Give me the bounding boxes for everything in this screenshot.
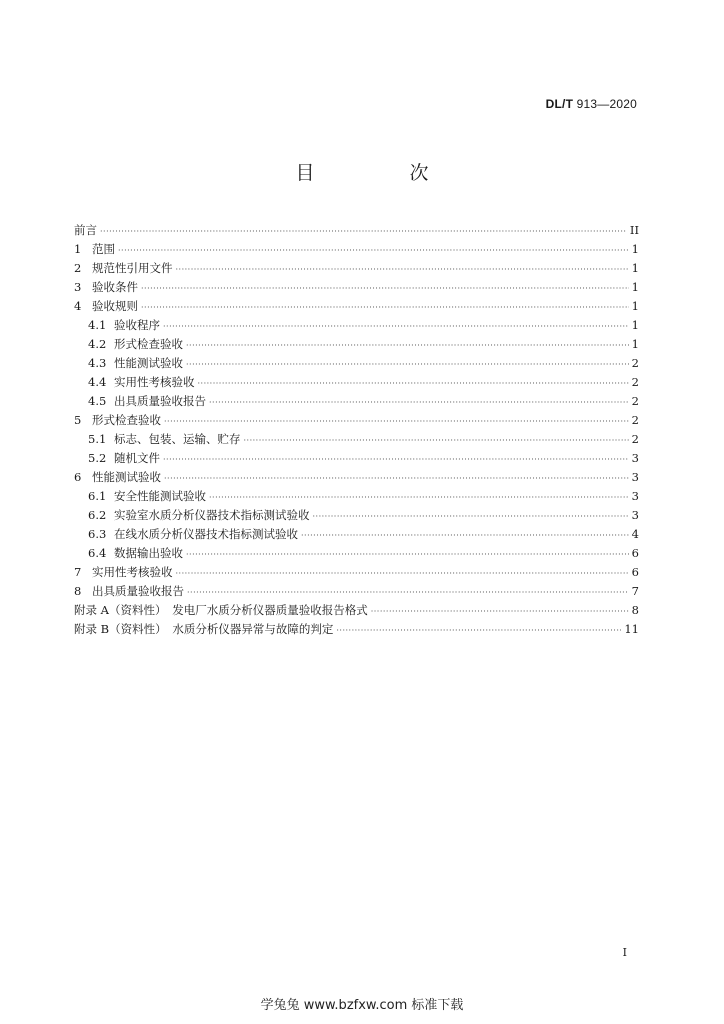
toc-dot-leader bbox=[301, 526, 629, 545]
table-of-contents bbox=[74, 221, 639, 639]
toc-dot-leader bbox=[186, 355, 629, 374]
toc-entry[interactable] bbox=[74, 620, 639, 639]
toc-dot-leader bbox=[163, 450, 629, 469]
toc-entry-number: 3 bbox=[74, 280, 82, 294]
toc-entry[interactable] bbox=[74, 487, 639, 506]
toc-entry-page: 1 bbox=[631, 337, 639, 351]
toc-entry[interactable] bbox=[74, 468, 639, 487]
toc-entry-page: 3 bbox=[631, 470, 639, 484]
toc-dot-leader bbox=[141, 298, 629, 317]
toc-entry-page: 3 bbox=[631, 451, 639, 465]
toc-entry-number: 4.4 bbox=[88, 375, 107, 389]
toc-entry[interactable] bbox=[74, 525, 639, 544]
toc-entry-label: 验收规则 bbox=[92, 299, 138, 313]
toc-entry-label: 前言 bbox=[74, 223, 97, 237]
toc-entry-label: 附录 A（资料性） 发电厂水质分析仪器质量验收报告格式 bbox=[74, 603, 368, 617]
toc-entry[interactable] bbox=[74, 601, 639, 620]
toc-entry-number: 5.1 bbox=[88, 432, 107, 446]
toc-entry-label: 范围 bbox=[92, 242, 115, 256]
toc-entry-label: 随机文件 bbox=[114, 451, 160, 465]
toc-entry-label: 出具质量验收报告 bbox=[92, 584, 184, 598]
standard-prefix: DL/T bbox=[545, 97, 574, 111]
toc-entry[interactable] bbox=[74, 506, 639, 525]
toc-dot-leader bbox=[176, 260, 629, 279]
toc-entry-page: 1 bbox=[631, 242, 639, 256]
toc-dot-leader bbox=[209, 488, 629, 507]
toc-entry-number: 6.3 bbox=[88, 527, 107, 541]
toc-entry-label: 实用性考核验收 bbox=[92, 565, 173, 579]
toc-dot-leader bbox=[336, 621, 621, 640]
toc-entry-page: 4 bbox=[631, 527, 639, 541]
toc-entry[interactable] bbox=[74, 582, 639, 601]
toc-entry-label: 性能测试验收 bbox=[92, 470, 161, 484]
page-title: 目 次 bbox=[295, 162, 467, 184]
toc-entry[interactable] bbox=[74, 392, 639, 411]
toc-entry-page: 7 bbox=[631, 584, 639, 598]
toc-entry-page: 3 bbox=[631, 508, 639, 522]
toc-entry-label: 性能测试验收 bbox=[114, 356, 183, 370]
toc-entry-page: 11 bbox=[624, 622, 639, 636]
footer-watermark: 学兔兔 www.bzfxw.com 标准下载 bbox=[260, 998, 464, 1013]
toc-entry-page: 1 bbox=[631, 261, 639, 275]
toc-entry-number: 5 bbox=[74, 413, 82, 427]
toc-entry-number: 6.2 bbox=[88, 508, 107, 522]
toc-entry-label: 标志、包装、运输、贮存 bbox=[114, 432, 241, 446]
toc-entry-label: 出具质量验收报告 bbox=[114, 394, 206, 408]
toc-dot-leader bbox=[313, 507, 629, 526]
toc-entry-page: 6 bbox=[631, 565, 639, 579]
toc-entry-label: 在线水质分析仪器技术指标测试验收 bbox=[114, 527, 298, 541]
toc-entry-label: 安全性能测试验收 bbox=[114, 489, 206, 503]
toc-entry-number: 4.1 bbox=[88, 318, 107, 332]
toc-entry-label: 实验室水质分析仪器技术指标测试验收 bbox=[114, 508, 310, 522]
toc-dot-leader bbox=[187, 583, 629, 602]
toc-dot-leader bbox=[244, 431, 629, 450]
toc-entry[interactable] bbox=[74, 316, 639, 335]
toc-entry-number: 5.2 bbox=[88, 451, 107, 465]
toc-dot-leader bbox=[118, 241, 629, 260]
toc-entry-label: 数据输出验收 bbox=[114, 546, 183, 560]
toc-entry-number: 6.1 bbox=[88, 489, 107, 503]
toc-entry-page: 6 bbox=[631, 546, 639, 560]
toc-entry-page: 2 bbox=[631, 432, 639, 446]
toc-entry[interactable] bbox=[74, 563, 639, 582]
toc-entry-page: 1 bbox=[631, 280, 639, 294]
toc-entry-label: 形式检查验收 bbox=[114, 337, 183, 351]
toc-entry-number: 1 bbox=[74, 242, 82, 256]
toc-dot-leader bbox=[371, 602, 629, 621]
toc-dot-leader bbox=[176, 564, 629, 583]
toc-entry[interactable] bbox=[74, 449, 639, 468]
toc-entry-page: 2 bbox=[631, 375, 639, 389]
toc-entry-number: 4.3 bbox=[88, 356, 107, 370]
toc-entry-number: 2 bbox=[74, 261, 82, 275]
toc-entry[interactable] bbox=[74, 335, 639, 354]
toc-dot-leader bbox=[164, 469, 629, 488]
toc-entry[interactable] bbox=[74, 297, 639, 316]
toc-entry[interactable] bbox=[74, 354, 639, 373]
toc-entry[interactable] bbox=[74, 240, 639, 259]
toc-entry-label: 实用性考核验收 bbox=[114, 375, 195, 389]
toc-dot-leader bbox=[186, 545, 629, 564]
toc-entry-page: 8 bbox=[631, 603, 639, 617]
toc-entry[interactable] bbox=[74, 259, 639, 278]
toc-entry-number: 4.2 bbox=[88, 337, 107, 351]
toc-entry-page: 2 bbox=[631, 356, 639, 370]
toc-entry-number: 7 bbox=[74, 565, 82, 579]
toc-entry[interactable] bbox=[74, 221, 639, 240]
toc-entry-number: 6 bbox=[74, 470, 82, 484]
toc-entry-label: 验收条件 bbox=[92, 280, 138, 294]
toc-entry-number: 4 bbox=[74, 299, 82, 313]
toc-entry-page: 3 bbox=[631, 489, 639, 503]
toc-entry-label: 规范性引用文件 bbox=[92, 261, 173, 275]
toc-entry-number: 4.5 bbox=[88, 394, 107, 408]
toc-dot-leader bbox=[198, 374, 629, 393]
page-folio: I bbox=[622, 946, 627, 959]
toc-entry-page: 2 bbox=[631, 394, 639, 408]
toc-entry[interactable] bbox=[74, 411, 639, 430]
toc-dot-leader bbox=[209, 393, 629, 412]
toc-dot-leader bbox=[100, 222, 627, 241]
toc-entry[interactable] bbox=[74, 544, 639, 563]
toc-entry-label: 形式检查验收 bbox=[92, 413, 161, 427]
toc-dot-leader bbox=[163, 317, 629, 336]
toc-entry-page: II bbox=[629, 223, 639, 237]
standard-code bbox=[546, 97, 637, 111]
toc-entry-page: 1 bbox=[631, 299, 639, 313]
standard-number: 913—2020 bbox=[576, 97, 637, 111]
toc-dot-leader bbox=[164, 412, 629, 431]
toc-entry-page: 2 bbox=[631, 413, 639, 427]
toc-entry-page: 1 bbox=[631, 318, 639, 332]
toc-entry-number: 8 bbox=[74, 584, 82, 598]
toc-entry[interactable] bbox=[74, 373, 639, 392]
toc-entry-number: 6.4 bbox=[88, 546, 107, 560]
toc-dot-leader bbox=[186, 336, 629, 355]
toc-dot-leader bbox=[141, 279, 629, 298]
toc-entry-label: 附录 B（资料性） 水质分析仪器异常与故障的判定 bbox=[74, 622, 334, 636]
toc-entry[interactable] bbox=[74, 430, 639, 449]
toc-entry[interactable] bbox=[74, 278, 639, 297]
toc-entry-label: 验收程序 bbox=[114, 318, 160, 332]
